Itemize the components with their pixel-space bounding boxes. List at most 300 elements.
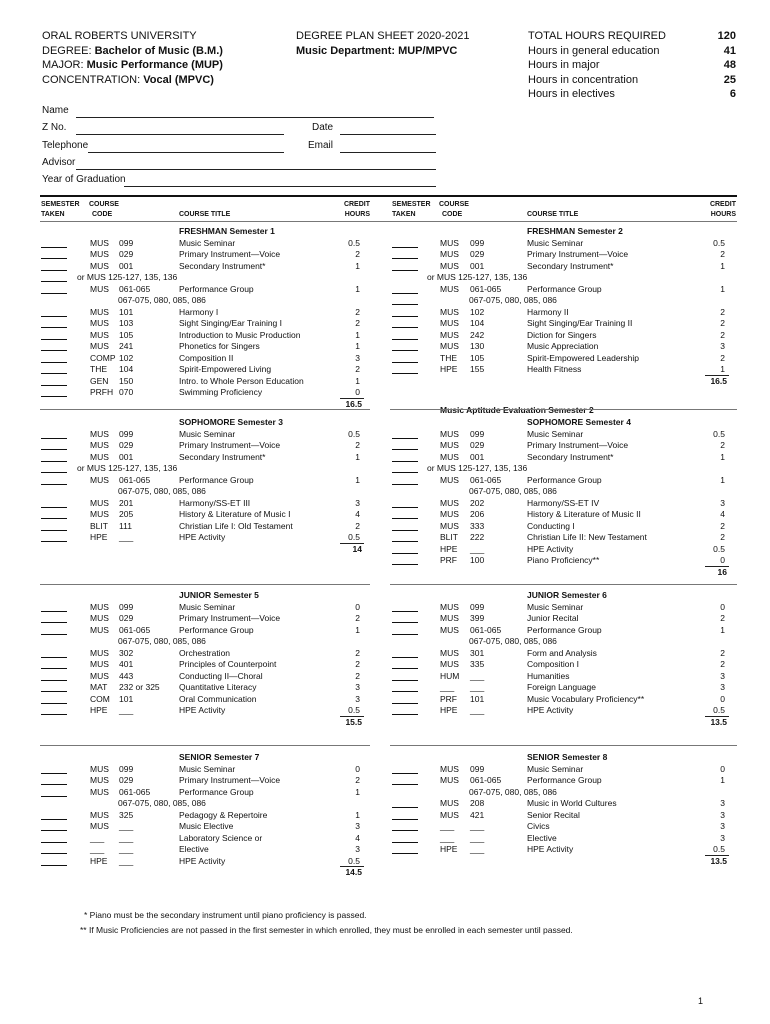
credit-hours: 0.5 — [348, 237, 360, 248]
footnote-piano: * Piano must be the secondary instrument until piano proficiency is passed. — [84, 910, 367, 920]
course-title: Music Vocabulary Proficiency** — [527, 693, 645, 704]
semester-taken-blank[interactable] — [41, 396, 67, 397]
course-number: 061-065 — [119, 283, 151, 294]
semester-taken-blank[interactable] — [41, 438, 67, 439]
course-prefix: MUS — [90, 428, 109, 439]
course-title: Foreign Language — [527, 682, 597, 692]
semester-taken-blank[interactable] — [41, 507, 67, 508]
semester-taken-blank[interactable] — [41, 449, 67, 450]
semester-taken-blank[interactable] — [392, 362, 418, 363]
semester-taken-blank[interactable] — [41, 339, 67, 340]
course-prefix: MUS — [440, 809, 459, 820]
course-prefix: HPE — [440, 844, 458, 854]
course-title: Christian Life I: Old Testament — [179, 520, 293, 531]
course-prefix: MUS — [90, 821, 109, 831]
course-title: Sight Singing/Ear Training I — [179, 318, 283, 328]
course-title: Humanities — [527, 670, 570, 681]
course-number: 067-075, 080, 085, 086 — [118, 486, 206, 496]
semester-taken-blank[interactable] — [392, 461, 418, 462]
course-title: Christian Life II: New Testament — [527, 532, 647, 542]
course-title: Music Seminar — [527, 237, 584, 248]
course-number: 421 — [470, 809, 485, 820]
course-number: ___ — [119, 832, 134, 843]
semester-taken-blank[interactable] — [392, 564, 418, 565]
course-number: 001 — [119, 451, 134, 462]
z-no-field[interactable] — [76, 134, 284, 135]
semester-taken-blank[interactable] — [392, 853, 418, 854]
course-prefix: ___ — [440, 832, 455, 843]
course-prefix: HPE — [440, 364, 458, 374]
course-title: Secondary Instrument* — [527, 260, 614, 271]
course-title: Primary Instrument—Voice — [527, 440, 629, 450]
course-number: 333 — [470, 520, 485, 531]
course-title: Swimming Proficiency — [179, 387, 263, 397]
semester-taken-blank[interactable] — [392, 258, 418, 259]
course-number: 325 — [119, 809, 134, 820]
credit-hours: 3 — [355, 682, 360, 692]
course-number: 222 — [470, 532, 485, 542]
semester-divider — [40, 584, 370, 585]
course-title: HPE Activity — [179, 855, 226, 866]
credit-hours: 3 — [720, 670, 725, 681]
course-prefix: MUS — [440, 474, 459, 485]
course-prefix: MUS — [440, 318, 459, 328]
semester-taken-blank[interactable] — [392, 518, 418, 519]
course-number: 029 — [119, 440, 134, 450]
semester-total: 16.5 — [710, 375, 727, 386]
course-title: Music Seminar — [527, 601, 584, 612]
semester-taken-blank[interactable] — [392, 703, 418, 704]
credit-hours: 0 — [355, 763, 360, 774]
credit-hours: 3 — [720, 682, 725, 692]
course-number: ___ — [470, 543, 485, 554]
semester-taken-blank[interactable] — [392, 339, 418, 340]
semester-taken-blank[interactable] — [41, 773, 67, 774]
course-prefix: MUS — [440, 440, 459, 450]
course-number: 208 — [470, 798, 485, 808]
course-prefix: MUS — [440, 798, 459, 808]
credit-hours: 0.5 — [713, 844, 725, 854]
course-number: ___ — [119, 532, 134, 542]
course-title: Conducting I — [527, 520, 575, 531]
credit-hours: 2 — [355, 364, 360, 374]
semester-taken-blank[interactable] — [41, 657, 67, 658]
semester-taken-blank[interactable] — [41, 327, 67, 328]
semester-taken-blank[interactable] — [392, 247, 418, 248]
semester-taken-blank[interactable] — [41, 830, 67, 831]
course-number: 067-075, 080, 085, 086 — [469, 486, 557, 496]
course-title: Music Seminar — [179, 601, 236, 612]
hours-total-row — [528, 29, 736, 44]
course-number: 105 — [470, 352, 485, 363]
course-title: Music Seminar — [179, 237, 236, 248]
course-prefix: MUS — [90, 329, 109, 340]
credit-hours: 0 — [355, 387, 360, 397]
course-prefix: PRFH — [90, 387, 114, 397]
course-number: 029 — [470, 249, 485, 259]
course-number: 099 — [470, 237, 485, 248]
hours-row — [528, 44, 736, 59]
credit-hours: 3 — [720, 798, 725, 808]
advisor-field[interactable] — [76, 169, 436, 170]
hours-row-label: Hours in general education — [528, 44, 660, 57]
course-title: Harmony/SS-ET III — [179, 497, 251, 508]
semester-taken-blank[interactable] — [41, 784, 67, 785]
credit-hours: 2 — [720, 659, 725, 669]
course-title: Intro. to Whole Person Education — [179, 375, 304, 386]
course-title: Senior Recital — [527, 809, 580, 820]
course-title: HPE Activity — [179, 532, 226, 542]
semester-taken-blank[interactable] — [41, 703, 67, 704]
semester-taken-blank[interactable] — [392, 773, 418, 774]
course-prefix: MUS — [440, 659, 459, 669]
course-title: Composition II — [179, 352, 234, 363]
semester-taken-blank[interactable] — [392, 484, 418, 485]
course-number: 099 — [119, 428, 134, 439]
course-title: Elective — [179, 844, 209, 854]
credit-hours: 1 — [720, 260, 725, 271]
course-prefix: MUS — [90, 283, 109, 294]
hours-row-label: Hours in concentration — [528, 73, 639, 86]
course-number: 302 — [119, 647, 134, 658]
course-number: ___ — [119, 855, 134, 866]
course-prefix: THE — [90, 364, 107, 374]
semester-divider — [390, 584, 737, 585]
course-prefix: MUS — [90, 670, 109, 681]
course-prefix: MUS — [90, 341, 109, 351]
credit-hours: 2 — [355, 520, 360, 531]
course-prefix: MUS — [440, 647, 459, 658]
course-number: 067-075, 080, 085, 086 — [469, 636, 557, 646]
semester-taken-blank[interactable] — [392, 680, 418, 681]
university-name: ORAL ROBERTS UNIVERSITY — [42, 30, 197, 42]
semester-divider — [390, 745, 737, 746]
course-prefix: MUS — [90, 249, 109, 259]
semester-taken-blank[interactable] — [41, 611, 67, 612]
course-title: Performance Group — [527, 775, 602, 785]
credit-hours: 0.5 — [713, 428, 725, 439]
course-title: Primary Instrument—Voice — [179, 249, 281, 259]
course-number: 099 — [470, 428, 485, 439]
course-title: Principles of Counterpoint — [179, 659, 277, 669]
semester-taken-blank[interactable] — [41, 796, 67, 797]
semester-taken-blank[interactable] — [41, 362, 67, 363]
course-title: Music Seminar — [179, 763, 236, 774]
course-prefix: MUS — [90, 440, 109, 450]
course-title: History & Literature of Music I — [179, 509, 291, 519]
semester-taken-blank[interactable] — [392, 327, 418, 328]
course-prefix: HPE — [90, 705, 108, 715]
hours-total-label: TOTAL HOURS REQUIRED — [528, 30, 666, 42]
credit-hours: 1 — [355, 624, 360, 635]
credit-hours: 2 — [355, 306, 360, 317]
page-number: 1 — [698, 996, 704, 1006]
semester-taken-blank[interactable] — [41, 842, 67, 843]
semester-taken-blank[interactable] — [41, 541, 67, 542]
semester-taken-blank[interactable] — [392, 304, 418, 305]
course-number: 399 — [470, 613, 485, 623]
course-title: Composition I — [527, 659, 579, 669]
credit-hours: 2 — [355, 670, 360, 681]
semester-taken-blank[interactable] — [41, 385, 67, 386]
semester-taken-blank[interactable] — [41, 258, 67, 259]
course-number: 111 — [119, 520, 132, 531]
semester-taken-blank[interactable] — [41, 472, 67, 473]
col-course-code-left: COURSE CODE — [89, 201, 119, 218]
course-number: ___ — [119, 844, 134, 854]
course-title: Introduction to Music Production — [179, 329, 301, 340]
credit-hours: 2 — [355, 775, 360, 785]
course-number: 067-075, 080, 085, 086 — [469, 786, 557, 797]
course-prefix: MUS — [440, 775, 459, 785]
semester-taken-blank[interactable] — [41, 714, 67, 715]
credit-hours: 3 — [355, 844, 360, 854]
semester-taken-blank[interactable] — [392, 668, 418, 669]
course-title: Music Seminar — [527, 428, 584, 439]
course-title: Phonetics for Singers — [179, 341, 260, 351]
semester-title: SENIOR Semester 8 — [527, 752, 608, 762]
credit-hours: 2 — [720, 306, 725, 317]
course-number: 401 — [119, 659, 134, 669]
course-prefix: THE — [440, 352, 457, 363]
course-title: Performance Group — [179, 283, 254, 294]
course-prefix: PRF — [440, 555, 457, 565]
credit-hours: 2 — [720, 647, 725, 658]
semester-taken-blank[interactable] — [41, 350, 67, 351]
credit-hours: 2 — [720, 249, 725, 259]
hours-total-value: 120 — [717, 30, 736, 42]
credit-hours: 2 — [720, 440, 725, 450]
semester-taken-blank[interactable] — [392, 449, 418, 450]
semester-taken-blank[interactable] — [41, 853, 67, 854]
credit-hours: 0 — [720, 693, 725, 704]
course-title: Performance Group — [179, 786, 254, 797]
header-left — [42, 29, 223, 87]
telephone-field[interactable] — [88, 152, 284, 153]
semester-taken-blank[interactable] — [41, 865, 67, 866]
course-title: Secondary Instrument* — [179, 260, 266, 271]
col-credit-left: CREDIT HOURS — [343, 201, 370, 218]
semester-taken-blank[interactable] — [41, 634, 67, 635]
semester-taken-blank[interactable] — [392, 553, 418, 554]
semester-taken-blank[interactable] — [41, 270, 67, 271]
semester-divider — [40, 745, 370, 746]
credit-hours: 0.5 — [713, 705, 725, 715]
course-title: Elective — [527, 832, 557, 843]
credit-hours: 4 — [720, 509, 725, 519]
semester-title: SOPHOMORE Semester 3 — [179, 417, 283, 427]
course-number: 205 — [119, 509, 134, 519]
semester-total: 13.5 — [710, 855, 727, 866]
semester-divider — [40, 409, 370, 410]
credit-hours: 1 — [720, 283, 725, 294]
date-field[interactable] — [340, 134, 436, 135]
course-prefix: MUS — [440, 520, 459, 531]
semester-taken-blank[interactable] — [392, 634, 418, 635]
credit-hours: 2 — [355, 440, 360, 450]
course-prefix: MUS — [90, 237, 109, 248]
course-title: Junior Recital — [527, 613, 579, 623]
semester-taken-blank[interactable] — [41, 518, 67, 519]
course-number: 061-065 — [470, 624, 502, 635]
credit-hours: 3 — [720, 821, 725, 831]
course-number: 029 — [119, 249, 134, 259]
semester-taken-blank[interactable] — [392, 784, 418, 785]
semester-taken-blank[interactable] — [41, 680, 67, 681]
course-title: Performance Group — [179, 624, 254, 635]
course-number: 101 — [470, 693, 485, 704]
semester-taken-blank[interactable] — [392, 530, 418, 531]
course-number: 099 — [470, 763, 485, 774]
semester-taken-blank[interactable] — [392, 611, 418, 612]
course-number: 061-065 — [470, 474, 502, 485]
credit-hours: 0 — [720, 763, 725, 774]
course-number: 443 — [119, 670, 134, 681]
semester-taken-blank[interactable] — [41, 373, 67, 374]
course-prefix: MUS — [440, 283, 459, 294]
course-title: History & Literature of Music II — [527, 509, 641, 519]
course-number: ___ — [119, 705, 134, 715]
course-prefix: ___ — [440, 682, 455, 692]
hours-row — [528, 73, 736, 88]
course-title: HPE Activity — [527, 844, 574, 854]
col-semester-left: SEMESTER TAKEN — [41, 201, 80, 218]
course-alternative: or MUS 125-127, 135, 136 — [77, 272, 178, 282]
semester-taken-blank[interactable] — [392, 438, 418, 439]
hours-row-value: 48 — [723, 59, 736, 71]
course-number: ___ — [119, 821, 134, 831]
credit-hours: 1 — [355, 474, 360, 485]
credit-hours: 2 — [720, 532, 725, 542]
course-number: 067-075, 080, 085, 086 — [469, 295, 557, 305]
semester-taken-blank[interactable] — [392, 472, 418, 473]
course-title: Spirit-Empowered Leadership — [527, 352, 639, 363]
semester-taken-blank[interactable] — [392, 807, 418, 808]
sheet-title: DEGREE PLAN SHEET 2020-2021 — [296, 30, 470, 42]
course-prefix: HPE — [440, 543, 458, 554]
semester-taken-blank[interactable] — [41, 668, 67, 669]
credit-hours: 1 — [355, 341, 360, 351]
course-number: 150 — [119, 375, 134, 386]
course-alternative: or MUS 125-127, 135, 136 — [427, 272, 528, 282]
course-alternative: or MUS 125-127, 135, 136 — [77, 463, 178, 473]
name-field[interactable] — [76, 117, 434, 118]
semester-taken-blank[interactable] — [41, 293, 67, 294]
credit-hours: 3 — [720, 341, 725, 351]
course-number: 099 — [119, 237, 134, 248]
semester-divider — [390, 409, 737, 410]
semester-title: FRESHMAN Semester 2 — [527, 226, 623, 236]
course-number: 099 — [119, 601, 134, 612]
semester-taken-blank[interactable] — [41, 484, 67, 485]
course-title: Primary Instrument—Voice — [179, 440, 281, 450]
semester-title: FRESHMAN Semester 1 — [179, 226, 275, 236]
course-number: 301 — [470, 647, 485, 658]
credit-hours: 4 — [355, 509, 360, 519]
semester-taken-blank[interactable] — [392, 842, 418, 843]
course-prefix: ___ — [90, 832, 105, 843]
semester-taken-blank[interactable] — [392, 714, 418, 715]
email-field[interactable] — [340, 152, 436, 153]
hours-rows — [528, 44, 736, 102]
credit-hours: 0.5 — [713, 543, 725, 554]
major-line: MAJOR: Music Performance (MUP) — [42, 59, 223, 71]
semester-taken-blank[interactable] — [41, 622, 67, 623]
semester-taken-blank[interactable] — [392, 657, 418, 658]
hours-row-value: 41 — [723, 44, 736, 57]
credit-hours: 1 — [355, 260, 360, 271]
semester-taken-blank[interactable] — [392, 270, 418, 271]
course-title: Piano Proficiency** — [527, 555, 600, 565]
header-center — [296, 29, 469, 58]
semester-taken-blank[interactable] — [392, 819, 418, 820]
semester-taken-blank[interactable] — [392, 293, 418, 294]
semester-taken-blank[interactable] — [41, 819, 67, 820]
col-credit-right: CREDIT HOURS — [709, 201, 736, 218]
hours-row-label: Hours in major — [528, 59, 600, 71]
semester-taken-blank[interactable] — [392, 350, 418, 351]
course-number: 101 — [119, 306, 134, 317]
course-prefix: MUS — [440, 763, 459, 774]
hours-row-value: 6 — [729, 88, 736, 100]
semester-taken-blank[interactable] — [392, 373, 418, 374]
course-prefix: BLIT — [440, 532, 458, 542]
course-title: Harmony/SS-ET IV — [527, 497, 600, 508]
course-title: Form and Analysis — [527, 647, 597, 658]
semester-taken-blank[interactable] — [41, 247, 67, 248]
semester-taken-blank[interactable] — [41, 281, 67, 282]
semester-taken-blank[interactable] — [41, 461, 67, 462]
table-header-rule — [40, 221, 737, 222]
course-title: Music in World Cultures — [527, 798, 617, 808]
course-number: 102 — [119, 352, 134, 363]
course-prefix: MUS — [440, 260, 459, 271]
credit-hours: 1 — [720, 624, 725, 635]
course-title: Secondary Instrument* — [527, 451, 614, 462]
course-number: 067-075, 080, 085, 086 — [118, 295, 206, 305]
course-prefix: MUS — [440, 613, 459, 623]
course-number: 201 — [119, 497, 134, 508]
course-prefix: COM — [90, 693, 110, 704]
course-prefix: MUS — [440, 249, 459, 259]
semester-taken-blank[interactable] — [41, 316, 67, 317]
course-title: Pedagogy & Repertoire — [179, 809, 268, 820]
course-prefix: MUS — [440, 451, 459, 462]
table-top-rule — [40, 195, 737, 197]
semester-taken-blank[interactable] — [41, 530, 67, 531]
course-prefix: MUS — [90, 775, 109, 785]
semester-taken-blank[interactable] — [392, 691, 418, 692]
semester-title: JUNIOR Semester 5 — [179, 590, 259, 600]
year-label: Year of Graduation — [42, 174, 126, 185]
semester-taken-blank[interactable] — [392, 622, 418, 623]
year-field[interactable] — [124, 186, 436, 187]
course-number: 102 — [470, 306, 485, 317]
semester-taken-blank[interactable] — [392, 316, 418, 317]
course-number: 061-065 — [119, 786, 151, 797]
course-number: 061-065 — [119, 624, 151, 635]
semester-taken-blank[interactable] — [392, 830, 418, 831]
course-title: Laboratory Science or — [179, 832, 263, 843]
semester-taken-blank[interactable] — [392, 541, 418, 542]
credit-hours: 3 — [355, 352, 360, 363]
semester-taken-blank[interactable] — [392, 507, 418, 508]
name-label: Name — [42, 105, 69, 116]
course-prefix: MAT — [90, 682, 108, 692]
course-title: Health Fitness — [527, 364, 582, 374]
credit-hours: 2 — [720, 352, 725, 363]
semester-taken-blank[interactable] — [41, 691, 67, 692]
